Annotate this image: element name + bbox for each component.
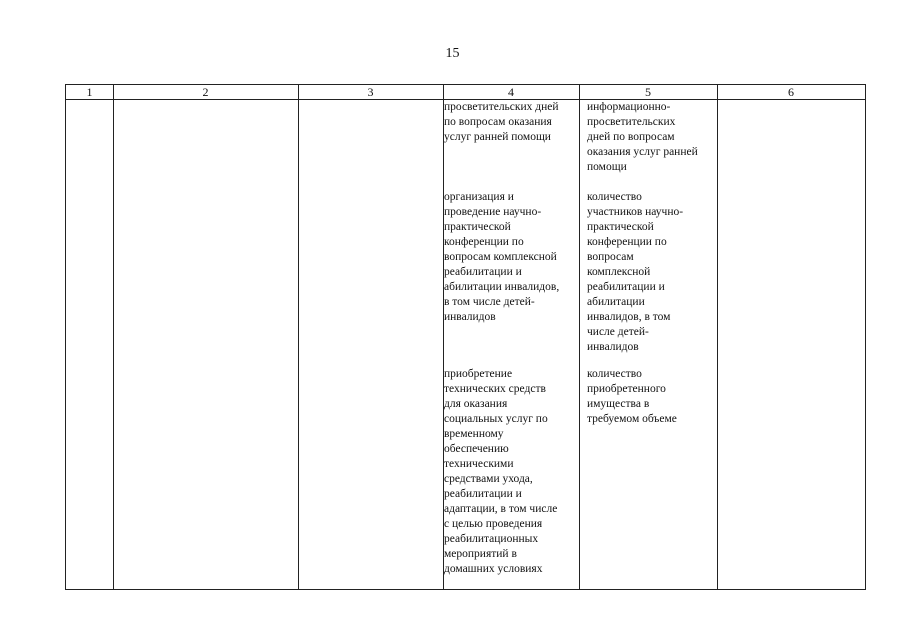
header-col-3: 3	[367, 85, 374, 99]
col5-entry-2: количество участников научно- практической конференции по вопросам комплексной реабилитации и абилитации инвалидов, в том числе детей- инвалидов	[587, 191, 684, 353]
col4-entry-1: просветительских дней по вопросам оказания услуг ранней помощи	[444, 101, 559, 143]
page-number: 15	[445, 46, 460, 61]
header-col-4: 4	[508, 85, 514, 99]
column-divider	[717, 85, 718, 589]
col5-entry-1: информационно- просветительских дней по вопросам оказания услуг ранней помощи	[587, 101, 698, 173]
measures-table	[65, 84, 866, 590]
header-col-2: 2	[202, 85, 209, 99]
header-col-1: 1	[86, 85, 93, 99]
column-divider	[579, 85, 580, 589]
column-divider	[113, 85, 114, 589]
col4-entry-3: приобретение технических средств для оказания социальных услуг по временному обеспечению техническими средствами ухода, реабилитации и адаптации, в том числе с целью проведения реабилитационных мероприятий в домашних условиях	[444, 368, 558, 575]
header-col-6: 6	[788, 85, 794, 99]
header-col-5: 5	[645, 85, 651, 99]
col4-entry-2: организация и проведение научно- практической конференции по вопросам комплексной реабилитации и абилитации инвалидов, в том числе детей- инвалидов	[444, 191, 560, 323]
col5-entry-3: количество приобретенного имущества в требуемом объеме	[587, 368, 677, 425]
column-divider	[298, 85, 299, 589]
